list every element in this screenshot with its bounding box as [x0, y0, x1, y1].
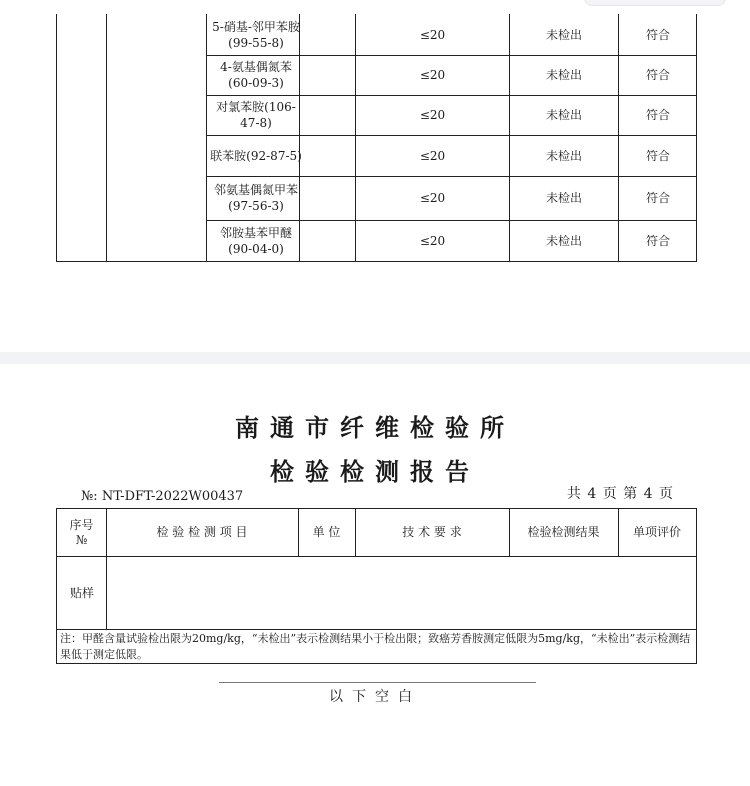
blank-below-text: 以下空白 — [329, 689, 421, 705]
requirement: ≤20 — [419, 191, 446, 205]
result: 未检出 — [545, 108, 582, 122]
result: 未检出 — [545, 27, 582, 42]
floating-toolbar-edge[interactable] — [584, 0, 726, 6]
requirement: ≤20 — [419, 148, 446, 163]
aromatic-amine-table — [56, 14, 697, 262]
table-row-divider — [57, 629, 696, 630]
test-item: 邻氨基偶氮甲苯(97-56-3) — [213, 183, 298, 213]
evaluation: 符合 — [645, 191, 670, 205]
evaluation: 符合 — [645, 68, 670, 82]
requirement: ≤20 — [419, 68, 446, 82]
table-row — [56, 14, 697, 55]
table-row — [56, 55, 697, 95]
requirement: ≤20 — [419, 234, 446, 248]
blank-divider — [219, 682, 536, 683]
header-seq — [57, 509, 106, 556]
header-item: 检 验 检 测 项 目 — [156, 525, 248, 539]
report-number: №: NT-DFT-2022W00437 — [81, 489, 244, 504]
test-item: 5-硝基-邻甲苯胺(99-55-8) — [212, 19, 300, 50]
header-seq-symbol: № — [75, 532, 88, 547]
result: 未检出 — [545, 68, 582, 82]
table-row — [56, 176, 697, 220]
evaluation: 符合 — [645, 234, 670, 248]
test-item: 对氯苯胺(106-47-8) — [216, 100, 296, 130]
test-item: 邻胺基苯甲醚(90-04-0) — [219, 226, 292, 256]
page-indicator: 共 4 页 第 4 页 — [566, 486, 674, 502]
evaluation: 符合 — [645, 108, 670, 122]
result: 未检出 — [545, 234, 582, 248]
header-unit: 单 位 — [312, 525, 341, 539]
report-page-3-bottom — [0, 0, 750, 352]
table-row — [56, 220, 697, 262]
header-requirement: 技 术 要 求 — [402, 525, 462, 539]
result: 未检出 — [545, 148, 582, 163]
table-row-divider — [57, 556, 696, 557]
report-title: 检验检测报告 — [270, 457, 480, 486]
result: 未检出 — [545, 191, 582, 205]
sample-label: 贴样 — [69, 586, 94, 600]
test-item: 4-氨基偶氮苯(60-09-3) — [220, 60, 292, 90]
requirement: ≤20 — [419, 27, 446, 42]
header-seq-label: 序号 — [69, 517, 94, 532]
table-row — [56, 95, 697, 135]
table-row — [56, 135, 697, 176]
organization-title: 南通市纤维检验所 — [235, 413, 515, 442]
inspection-table — [56, 508, 697, 664]
footnote: 注：甲醛含量试验检出限为20mg/kg，“未检出”表示检测结果小于检出限；致癌芳香胺测定低限为5mg/kg，“未检出”表示检测结果低于测定低限。 — [60, 632, 691, 661]
requirement: ≤20 — [419, 108, 446, 122]
header-result: 检验检测结果 — [527, 525, 600, 539]
evaluation: 符合 — [645, 148, 670, 163]
test-item: 联苯胺(92-87-5) — [210, 148, 302, 163]
page-separator — [0, 352, 750, 364]
header-evaluation: 单项评价 — [632, 525, 681, 539]
evaluation: 符合 — [645, 27, 670, 42]
